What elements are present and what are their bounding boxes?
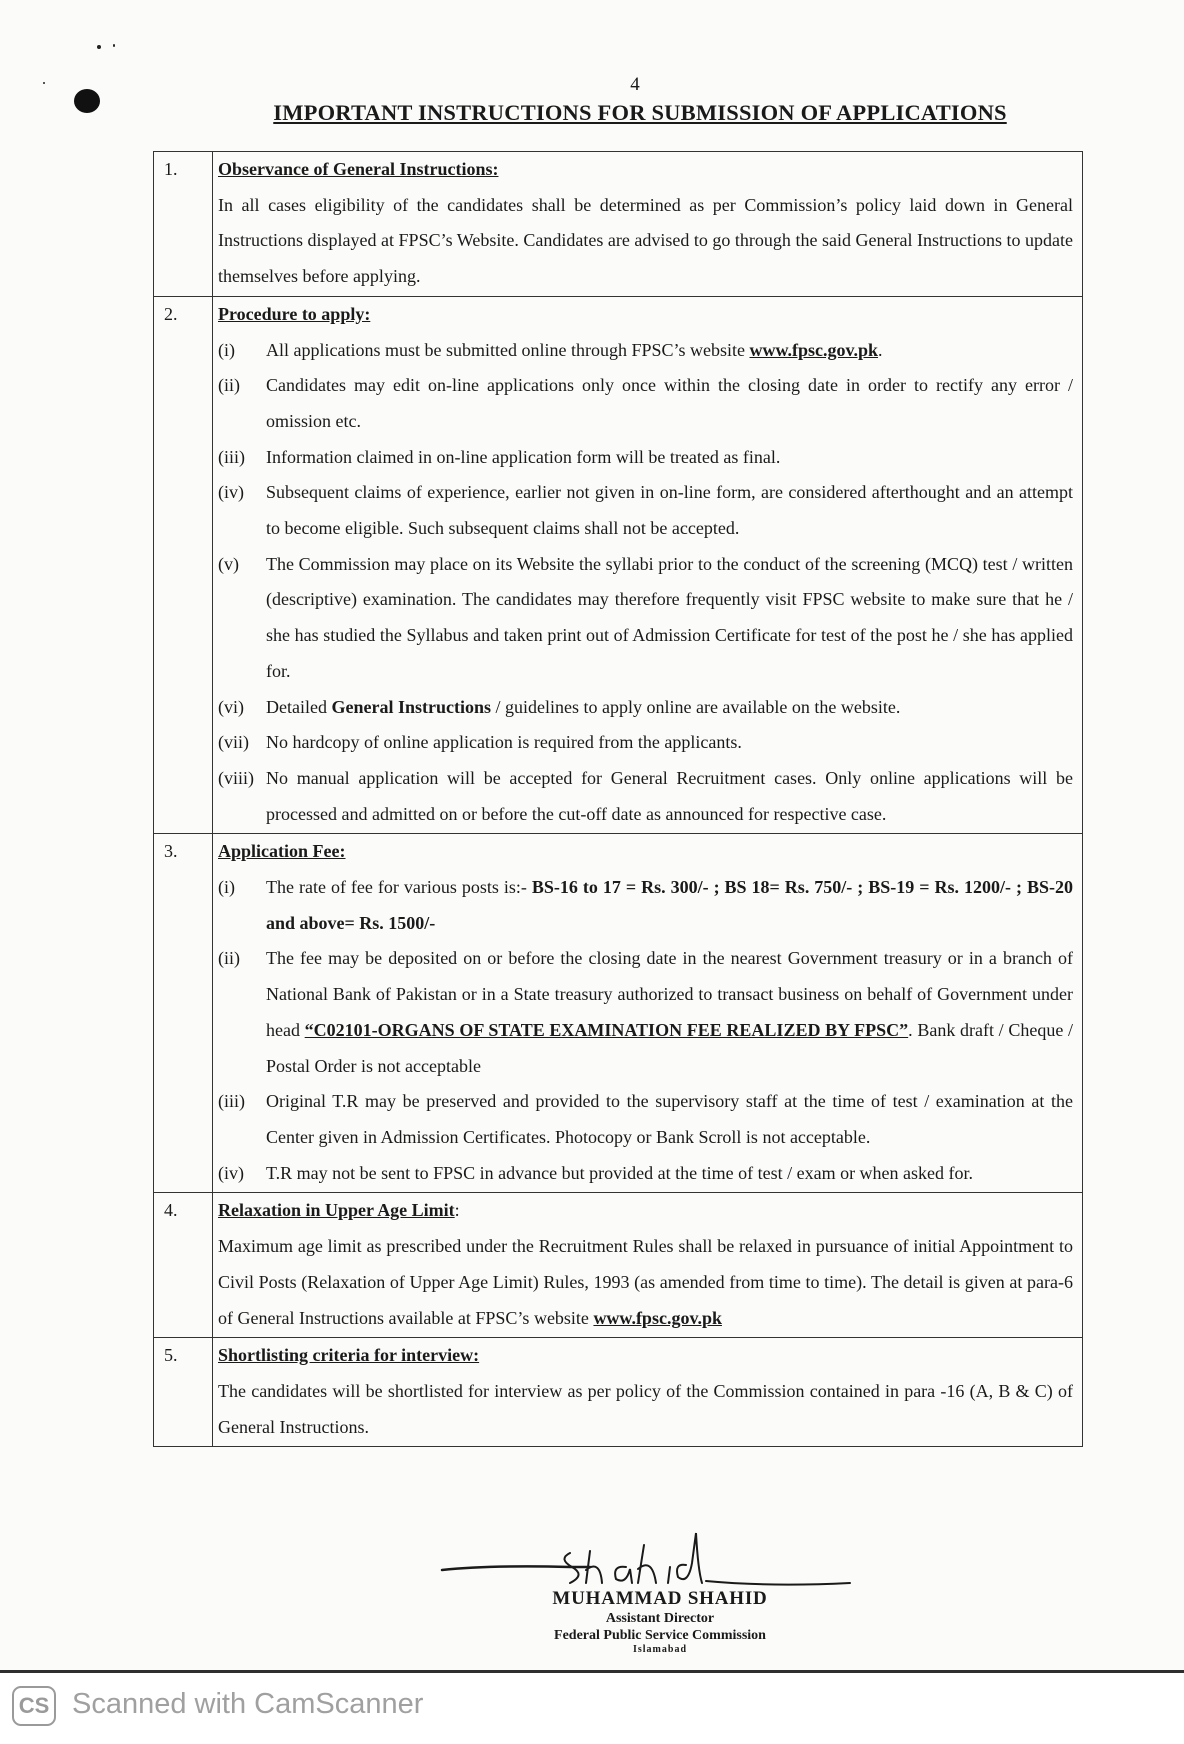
item-text: The fee may be deposited on or before the closing date in the nearest Government treasury or in a branch of National Bank of Pakistan or in a State treasury authorized to transact business on behalf of Government under head — [266, 948, 1073, 1040]
item-label: (v) — [218, 553, 239, 574]
watermark-text: Scanned with CamScanner — [72, 1688, 424, 1720]
item-label: (i) — [218, 339, 235, 360]
item-label: (ii) — [218, 948, 240, 969]
item-label: (vii) — [218, 732, 249, 753]
section-text: The candidates will be shortlisted for interview as per policy of the Commission contained in para -16 (A, B & C) of General Instructions. — [218, 1380, 1073, 1437]
item-text-end: . Bank draft / Cheque / Postal Order is not acceptable — [266, 1019, 1074, 1076]
item-text: Subsequent claims of experience, earlier not given in on-line form, are considered afterthought and an attempt to become eligible. Such subsequent claims shall not be accepted. — [266, 482, 1073, 539]
list-item — [218, 475, 1073, 546]
section-number: 1. — [154, 152, 213, 297]
item-text: Original T.R may be preserved and provided to the supervisory staff at the time of test / examination at the Center given in Admission Certificates. Photocopy or Bank Scroll is not acceptable. — [266, 1091, 1073, 1147]
document-title: IMPORTANT INSTRUCTIONS FOR SUBMISSION OF APPLICATIONS — [273, 100, 1007, 125]
list-item — [218, 1084, 1073, 1155]
item-text: T.R may not be sent to FPSC in advance but provided at the time of test / exam or when asked for. — [266, 1162, 974, 1183]
section-title: Relaxation in Upper Age Limit — [218, 1200, 455, 1221]
section-row — [154, 1338, 1083, 1447]
fee-rates: BS-16 to 17 = Rs. 300/- ; BS 18= Rs. 750/- ; BS-19 = Rs. 1200/- ; BS-20 and above= Rs. 1500/- — [266, 877, 1074, 933]
item-label: (ii) — [218, 375, 240, 396]
page-number: 4 — [630, 74, 640, 95]
list-item — [218, 1156, 1073, 1192]
list-item — [218, 725, 1073, 761]
section-row — [154, 152, 1083, 297]
section-body — [213, 1338, 1083, 1447]
signatory-organization: Federal Public Service Commission — [554, 1628, 766, 1643]
item-text: No manual application will be accepted for General Recruitment cases. Only online applications will be processed and admitted on or before the cut-off date as announced for respective case. — [266, 767, 1073, 824]
signatory-location: Islamabad — [632, 1644, 687, 1655]
item-text: The Commission may place on its Website the syllabi prior to the conduct of the screening (MCQ) test / written (descriptive) examination. The candidates may therefore frequently visit FPSC website to make sure that he / she has studied the Syllabus and taken print out of Admission Certificate for test of the post he / she has applied for. — [266, 553, 1073, 681]
item-text: Information claimed in on-line application form will be treated as final. — [266, 446, 781, 467]
item-label: (iii) — [218, 1091, 245, 1112]
list-item — [218, 368, 1073, 439]
fee-head-code: “C02101-ORGANS OF STATE EXAMINATION FEE REALIZED BY FPSC” — [304, 1019, 909, 1040]
scanner-watermark — [0, 1676, 1184, 1744]
section-title: Application Fee: — [218, 841, 346, 862]
item-text: All applications must be submitted online through FPSC’s website — [266, 339, 750, 360]
section-title: Observance of General Instructions: — [218, 159, 499, 179]
section-text: Maximum age limit as prescribed under the Recruitment Rules shall be relaxed in pursuance of initial Appointment to Civil Posts (Relaxation of Upper Age Limit) Rules, 1993 (as amended from time to time). The detail is given at para-6 of General Instructions available at FPSC’s website — [218, 1236, 1073, 1328]
instructions-table — [153, 151, 1083, 1447]
item-text: The rate of fee for various posts is:- — [266, 877, 532, 898]
scan-speck — [113, 44, 115, 47]
item-emphasis: General Instructions — [331, 696, 491, 717]
list-item — [218, 333, 1073, 369]
website-link[interactable]: www.fpsc.gov.pk — [749, 339, 879, 360]
item-label: (viii) — [218, 767, 254, 788]
item-text-end: / guidelines to apply online are available on the website. — [490, 696, 901, 717]
page-edge — [0, 1670, 1184, 1673]
scan-speck — [97, 45, 101, 49]
camscanner-logo-icon: CS — [12, 1686, 56, 1726]
signatory-name: MUHAMMAD SHAHID — [552, 1588, 768, 1609]
section-number: 3. — [154, 834, 213, 1193]
list-item — [218, 941, 1073, 1084]
section-body — [213, 152, 1083, 297]
section-title: Procedure to apply: — [218, 303, 371, 324]
section-body — [213, 1193, 1083, 1338]
item-text-end: . — [878, 339, 883, 360]
list-item — [218, 690, 1073, 726]
section-body — [213, 296, 1083, 834]
section-number: 5. — [154, 1338, 213, 1447]
signature-block — [500, 1588, 820, 1655]
list-item — [218, 547, 1073, 690]
website-link[interactable]: www.fpsc.gov.pk — [593, 1307, 722, 1328]
section-title: Shortlisting criteria for interview: — [218, 1345, 480, 1366]
list-item — [218, 761, 1073, 832]
section-number: 2. — [154, 296, 213, 834]
signatory-designation: Assistant Director — [605, 1611, 715, 1626]
section-number: 4. — [154, 1193, 213, 1338]
section-row — [154, 296, 1083, 834]
section-row — [154, 834, 1083, 1193]
list-item — [218, 870, 1073, 941]
section-body — [213, 834, 1083, 1193]
section-title-colon: : — [454, 1200, 460, 1221]
list-item — [218, 440, 1073, 476]
section-text: In all cases eligibility of the candidates shall be determined as per Commission’s policy laid down in General Instructions displayed at FPSC’s Website. Candidates are advised to go through the said General Instructions to update themselves before applying. — [218, 194, 1073, 287]
section-row — [154, 1193, 1083, 1338]
item-text: No hardcopy of online application is required from the applicants. — [266, 732, 742, 753]
item-label: (vi) — [218, 696, 244, 717]
item-label: (i) — [218, 877, 235, 898]
item-label: (iv) — [218, 482, 244, 503]
item-text: Candidates may edit on-line applications only once within the closing date in order to rectify any error / omission etc. — [266, 375, 1073, 431]
item-text: Detailed — [266, 696, 332, 717]
item-label: (iv) — [218, 1162, 244, 1183]
item-label: (iii) — [218, 446, 245, 467]
